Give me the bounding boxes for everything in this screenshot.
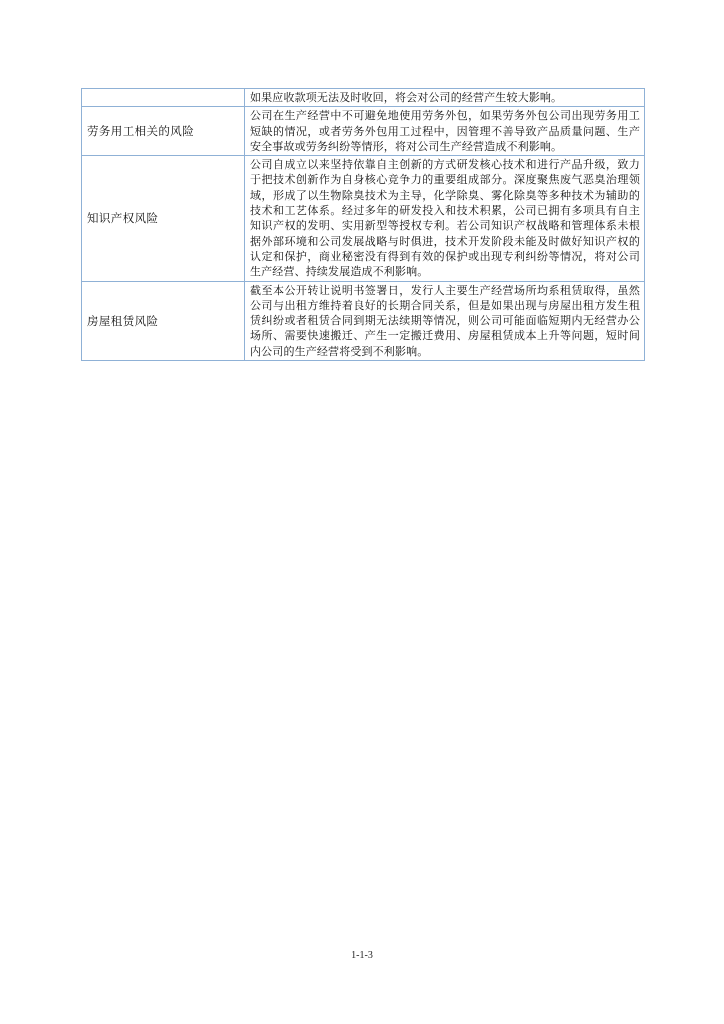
table-row [82, 156, 645, 281]
risk-table [81, 88, 645, 361]
risk-category [82, 89, 245, 107]
risk-description: 公司在生产经营中不可避免地使用劳务外包，如果劳务外包公司出现劳务用工短缺的情况，或者劳务外包用工过程中，因管理不善导致产品质量问题、生产安全事故或劳务纠纷等情形，将对公司生产经营造成不利影响。 [245, 107, 645, 156]
table-row [82, 107, 645, 156]
risk-category: 房屋租赁风险 [82, 281, 245, 360]
page-number: 1-1-3 [351, 950, 373, 961]
risk-description: 截至本公开转让说明书签署日，发行人主要生产经营场所均系租赁取得，虽然公司与出租方维持着良好的长期合同关系，但是如果出现与房屋出租方发生租赁纠纷或者租赁合同到期无法续期等情况，则公司可能面临短期内无经营办公场所、需要快速搬迁、产生一定搬迁费用、房屋租赁成本上升等问题，短时间内公司的生产经营将受到不利影响。 [245, 281, 645, 360]
table-row [82, 281, 645, 360]
risk-category: 知识产权风险 [82, 156, 245, 281]
risk-category: 劳务用工相关的风险 [82, 107, 245, 156]
risk-description: 如果应收款项无法及时收回，将会对公司的经营产生较大影响。 [245, 89, 645, 107]
risk-description: 公司自成立以来坚持依靠自主创新的方式研发核心技术和进行产品升级，致力于把技术创新作为自身核心竞争力的重要组成部分。深度聚焦废气恶臭治理领域，形成了以生物除臭技术为主导，化学除臭、雾化除臭等多种技术为辅助的技术和工艺体系。经过多年的研发投入和技术积累，公司已拥有多项具有自主知识产权的发明、实用新型等授权专利。若公司知识产权战略和管理体系未根据外部环境和公司发展战略与时俱进，技术开发阶段未能及时做好知识产权的认定和保护，商业秘密没有得到有效的保护或出现专利纠纷等情况，将对公司生产经营、持续发展造成不利影响。 [245, 156, 645, 281]
table-row [82, 89, 645, 107]
